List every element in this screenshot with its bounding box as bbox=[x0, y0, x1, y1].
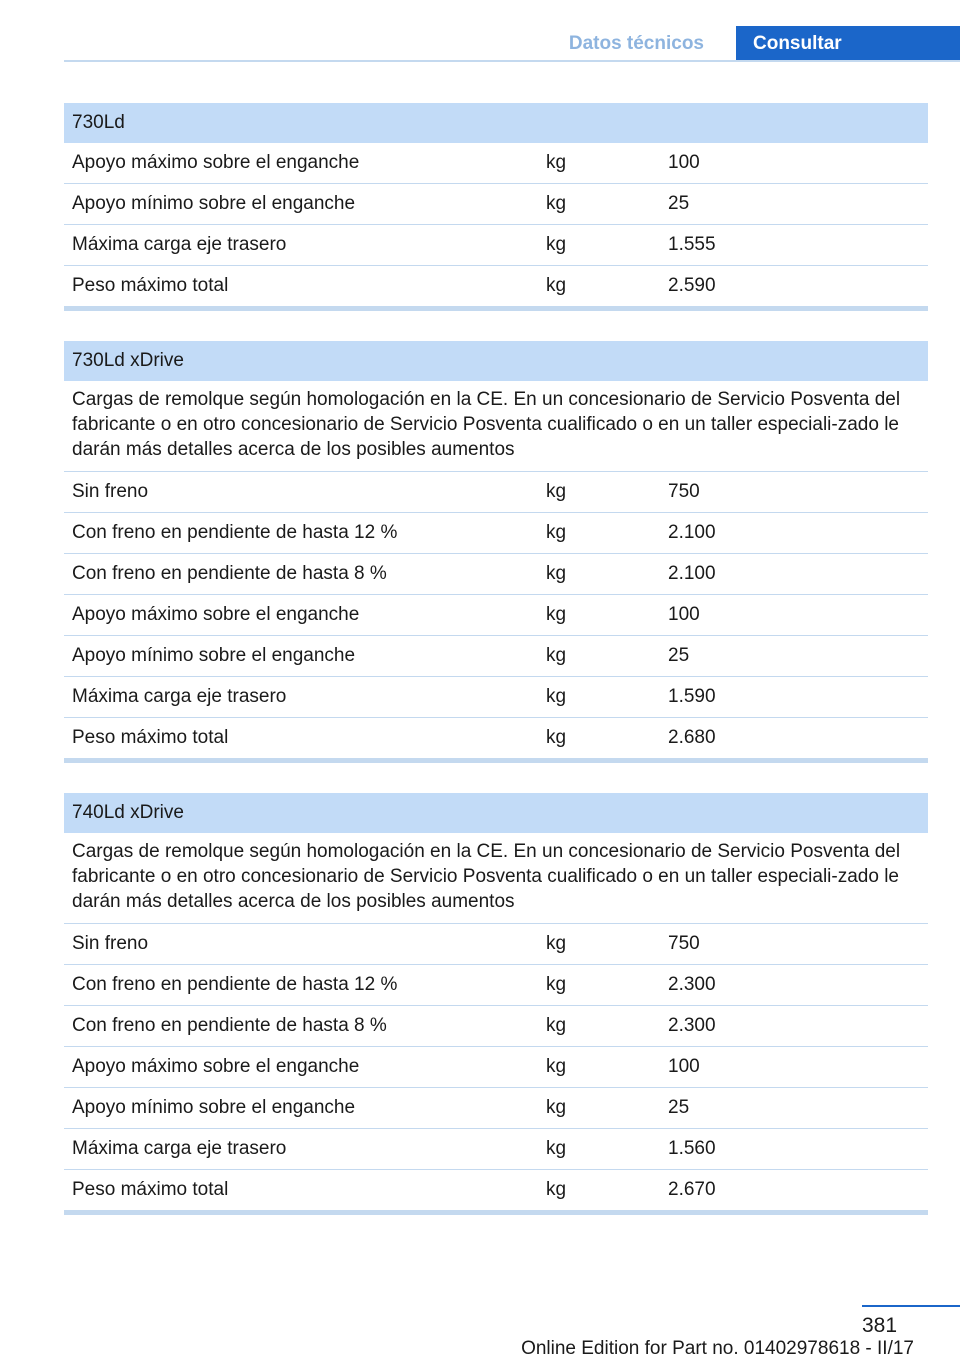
table-note: Cargas de remolque según homologación en la CE. En un concesionario de Servicio Posventa del fabricante o en otro concesionario de Servicio Posventa cualificado o en un taller especiali-zado le darán más detalles acerca de los posibles aumentos bbox=[64, 381, 928, 472]
header-divider bbox=[64, 60, 960, 62]
table-row bbox=[64, 472, 928, 513]
row-value: 1.555 bbox=[668, 234, 716, 255]
row-label: Apoyo mínimo sobre el enganche bbox=[72, 193, 356, 214]
row-label: Peso máximo total bbox=[72, 1179, 229, 1200]
row-value: 750 bbox=[668, 481, 700, 502]
row-label: Peso máximo total bbox=[72, 275, 229, 296]
row-label: Sin freno bbox=[72, 481, 149, 502]
row-unit: kg bbox=[546, 275, 567, 296]
row-unit: kg bbox=[546, 1097, 567, 1118]
row-unit: kg bbox=[546, 933, 567, 954]
row-value: 1.560 bbox=[668, 1138, 716, 1159]
table-row bbox=[64, 184, 928, 225]
row-value: 25 bbox=[668, 1097, 690, 1118]
row-value: 25 bbox=[668, 645, 690, 666]
table-row bbox=[64, 1088, 928, 1129]
table-row bbox=[64, 266, 928, 311]
table-row bbox=[64, 965, 928, 1006]
row-unit: kg bbox=[546, 563, 567, 584]
row-value: 750 bbox=[668, 933, 700, 954]
table-title: 730Ld xDrive bbox=[64, 341, 928, 381]
page-header bbox=[0, 0, 960, 62]
row-value: 2.100 bbox=[668, 563, 716, 584]
table-row bbox=[64, 636, 928, 677]
row-unit: kg bbox=[546, 193, 567, 214]
edition-note: Online Edition for Part no. 01402978618 - II/17 bbox=[521, 1338, 914, 1359]
row-unit: kg bbox=[546, 1179, 567, 1200]
row-label: Peso máximo total bbox=[72, 727, 229, 748]
row-unit: kg bbox=[546, 1015, 567, 1036]
row-unit: kg bbox=[546, 645, 567, 666]
spec-table-740ld-xdrive bbox=[64, 793, 928, 1215]
row-label: Apoyo máximo sobre el enganche bbox=[72, 1056, 360, 1077]
row-value: 2.680 bbox=[668, 727, 716, 748]
row-unit: kg bbox=[546, 604, 567, 625]
table-row bbox=[64, 718, 928, 763]
row-unit: kg bbox=[546, 686, 567, 707]
row-label: Máxima carga eje trasero bbox=[72, 686, 287, 707]
row-label: Con freno en pendiente de hasta 8 % bbox=[72, 563, 387, 584]
row-unit: kg bbox=[546, 234, 567, 255]
spec-tables bbox=[64, 103, 928, 1245]
row-unit: kg bbox=[546, 727, 567, 748]
row-value: 2.670 bbox=[668, 1179, 716, 1200]
table-row bbox=[64, 143, 928, 184]
row-label: Apoyo mínimo sobre el enganche bbox=[72, 1097, 356, 1118]
page-number: 381 bbox=[862, 1314, 898, 1337]
row-value: 100 bbox=[668, 1056, 700, 1077]
row-label: Máxima carga eje trasero bbox=[72, 1138, 287, 1159]
row-unit: kg bbox=[546, 522, 567, 543]
row-unit: kg bbox=[546, 1138, 567, 1159]
section-title: Datos técnicos bbox=[568, 33, 704, 54]
row-unit: kg bbox=[546, 1056, 567, 1077]
table-note: Cargas de remolque según homologación en la CE. En un concesionario de Servicio Posventa del fabricante o en otro concesionario de Servicio Posventa cualificado o en un taller especiali-zado le darán más detalles acerca de los posibles aumentos bbox=[64, 833, 928, 924]
spec-table-730ld-xdrive bbox=[64, 341, 928, 763]
row-value: 2.100 bbox=[668, 522, 716, 543]
row-label: Máxima carga eje trasero bbox=[72, 234, 287, 255]
table-row bbox=[64, 924, 928, 965]
row-label: Con freno en pendiente de hasta 12 % bbox=[72, 974, 398, 995]
row-label: Apoyo máximo sobre el enganche bbox=[72, 152, 360, 173]
table-title: 740Ld xDrive bbox=[64, 793, 928, 833]
table-row bbox=[64, 595, 928, 636]
table-row bbox=[64, 513, 928, 554]
chapter-tab: Consultar bbox=[736, 26, 960, 62]
spec-table-730ld bbox=[64, 103, 928, 311]
table-row bbox=[64, 1006, 928, 1047]
row-value: 25 bbox=[668, 193, 690, 214]
row-label: Con freno en pendiente de hasta 8 % bbox=[72, 1015, 387, 1036]
row-value: 100 bbox=[668, 604, 700, 625]
table-row bbox=[64, 1170, 928, 1215]
row-unit: kg bbox=[546, 481, 567, 502]
row-value: 2.590 bbox=[668, 275, 716, 296]
footer-divider bbox=[862, 1305, 960, 1307]
row-label: Apoyo mínimo sobre el enganche bbox=[72, 645, 356, 666]
table-title: 730Ld bbox=[64, 103, 928, 143]
table-row bbox=[64, 677, 928, 718]
row-value: 100 bbox=[668, 152, 700, 173]
row-unit: kg bbox=[546, 974, 567, 995]
row-value: 2.300 bbox=[668, 974, 716, 995]
table-row bbox=[64, 1129, 928, 1170]
row-label: Apoyo máximo sobre el enganche bbox=[72, 604, 360, 625]
table-row bbox=[64, 225, 928, 266]
row-label: Sin freno bbox=[72, 933, 149, 954]
table-row bbox=[64, 554, 928, 595]
row-value: 1.590 bbox=[668, 686, 716, 707]
row-value: 2.300 bbox=[668, 1015, 716, 1036]
row-unit: kg bbox=[546, 152, 567, 173]
row-label: Con freno en pendiente de hasta 12 % bbox=[72, 522, 398, 543]
table-row bbox=[64, 1047, 928, 1088]
